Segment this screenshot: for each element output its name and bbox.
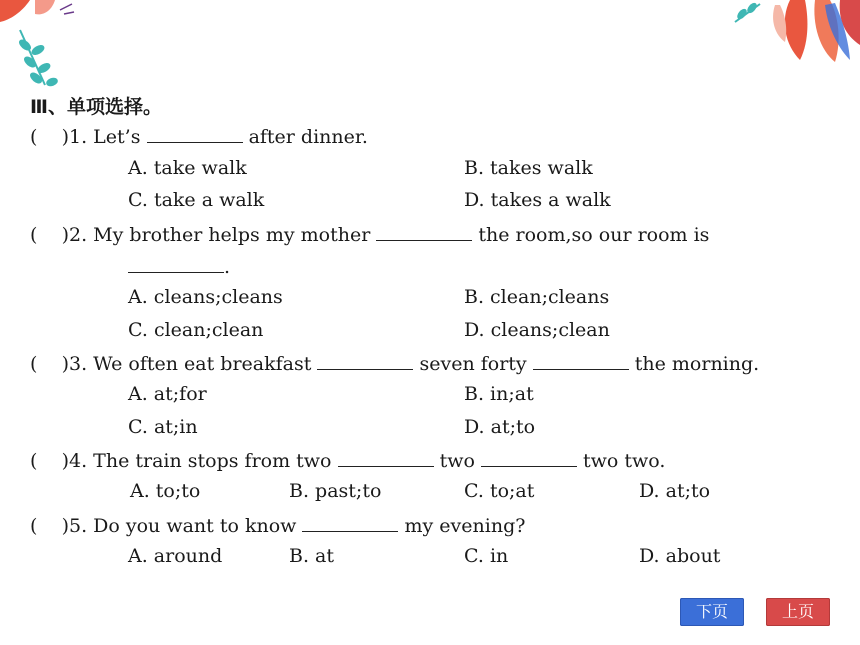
answer-blank [128,254,224,273]
answer-blank [338,448,434,467]
question-text: The train stops from two [93,450,332,472]
option-c[interactable]: C. in [464,545,509,567]
question-text: my evening? [404,515,526,537]
answer-paren[interactable]: ( [30,224,62,246]
option-c[interactable]: C. at;in [128,416,198,438]
answer-blank [317,351,413,370]
question-text: two two. [583,450,666,472]
question-text: My brother helps my mother [93,224,371,246]
option-d[interactable]: D. cleans;clean [464,319,610,341]
option-d[interactable]: D. at;to [464,416,536,438]
question-text: the morning. [634,353,760,375]
option-d[interactable]: D. takes a walk [464,189,611,211]
answer-paren[interactable]: ( [30,515,62,537]
question-text: two [439,450,475,472]
answer-paren[interactable]: ( [30,450,62,472]
question-text: We often eat breakfast [93,353,312,375]
question-1 [30,124,368,149]
option-b[interactable]: B. in;at [464,383,534,405]
option-a[interactable]: A. take walk [128,157,247,179]
option-a[interactable]: A. around [128,545,223,567]
floral-decoration-top-left-icon [0,0,90,95]
option-b[interactable]: B. takes walk [464,157,593,179]
question-number: )4. [61,450,88,472]
floral-decoration-top-right-icon [730,0,860,75]
option-b[interactable]: B. clean;cleans [464,286,610,308]
question-3 [30,351,759,376]
next-page-button[interactable]: 下页 [680,598,744,626]
answer-blank [302,513,398,532]
question-number: )1. [61,126,88,148]
option-b[interactable]: B. at [289,545,335,567]
question-2-continued [128,254,230,279]
question-text: . [224,256,231,278]
option-a[interactable]: A. at;for [128,383,207,405]
option-d[interactable]: D. about [639,545,721,567]
question-number: )3. [61,353,88,375]
answer-blank [481,448,577,467]
answer-paren[interactable]: ( [30,126,62,148]
question-text: seven forty [419,353,527,375]
question-text: Do you want to know [93,515,297,537]
previous-page-button[interactable]: 上页 [766,598,830,626]
option-c[interactable]: C. take a walk [128,189,265,211]
question-number: )2. [61,224,88,246]
question-2 [30,222,709,247]
option-c[interactable]: C. clean;clean [128,319,264,341]
question-text: Let’s [93,126,141,148]
question-number: )5. [61,515,88,537]
option-b[interactable]: B. past;to [289,480,382,502]
question-text: the room,so our room is [478,224,710,246]
answer-blank [147,124,243,143]
answer-blank [376,222,472,241]
option-d[interactable]: D. at;to [639,480,711,502]
section-title: Ⅲ、单项选择。 [30,96,162,118]
answer-paren[interactable]: ( [30,353,62,375]
question-5 [30,513,525,538]
option-a[interactable]: A. to;to [130,480,201,502]
option-a[interactable]: A. cleans;cleans [128,286,283,308]
answer-blank [533,351,629,370]
question-4 [30,448,665,473]
option-c[interactable]: C. to;at [464,480,535,502]
question-text: after dinner. [248,126,368,148]
